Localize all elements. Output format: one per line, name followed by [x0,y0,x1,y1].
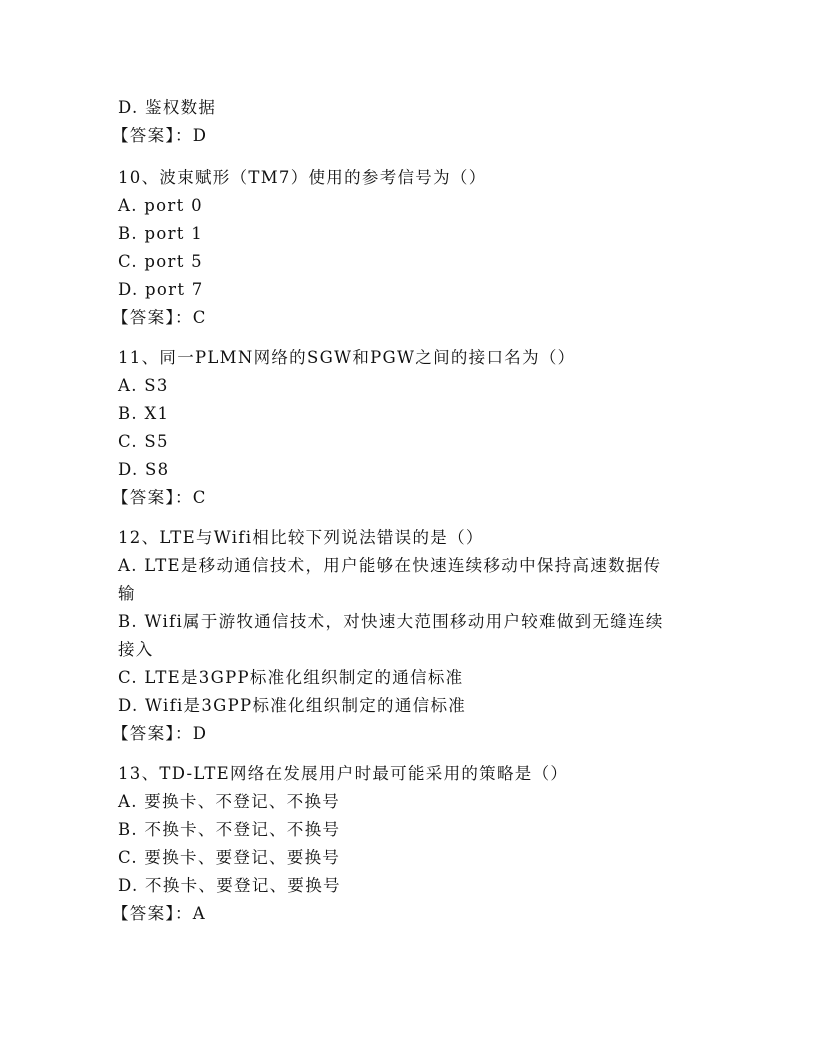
q10-question: 10、波束赋形（TM7）使用的参考信号为（） [118,168,487,187]
q12-option-b: B. Wifi属于游牧通信技术，对快速大范围移动用户较难做到无缝连续 [118,612,664,631]
q13-option-d: D. 不换卡、要登记、要换号 [118,876,341,895]
q10-option-c: C. port 5 [118,252,203,271]
q11-answer: 【答案】：C [112,488,207,507]
q11-option-c: C. S5 [118,432,169,451]
q10-option-b: B. port 1 [118,224,204,243]
q10-answer: 【答案】：C [112,308,207,327]
q12-option-a-continued: 输 [118,584,136,603]
q13-option-a: A. 要换卡、不登记、不换号 [118,792,341,811]
q11-option-a: A. S3 [118,376,169,395]
q10-option-d: D. port 7 [118,280,204,299]
q9-answer: 【答案】：D [112,126,208,145]
q12-question: 12、LTE与Wifi相比较下列说法错误的是（） [118,528,484,547]
q10-option-a: A. port 0 [118,196,203,215]
q12-option-d: D. Wifi是3GPP标准化组织制定的通信标准 [118,696,467,715]
q12-option-b-continued: 接入 [118,640,154,659]
q13-option-c: C. 要换卡、要登记、要换号 [118,848,341,867]
q9-option-d: D. 鉴权数据 [118,98,217,117]
q12-answer: 【答案】：D [112,724,208,743]
q13-question: 13、TD-LTE网络在发展用户时最可能采用的策略是（） [118,764,569,783]
q12-option-c: C. LTE是3GPP标准化组织制定的通信标准 [118,668,464,687]
q13-answer: 【答案】：A [112,904,206,923]
q11-option-b: B. X1 [118,404,170,423]
q12-option-a: A. LTE是移动通信技术，用户能够在快速连续移动中保持高速数据传 [118,556,662,575]
q11-option-d: D. S8 [118,460,170,479]
q11-question: 11、同一PLMN网络的SGW和PGW之间的接口名为（） [118,348,576,367]
q13-option-b: B. 不换卡、不登记、不换号 [118,820,341,839]
